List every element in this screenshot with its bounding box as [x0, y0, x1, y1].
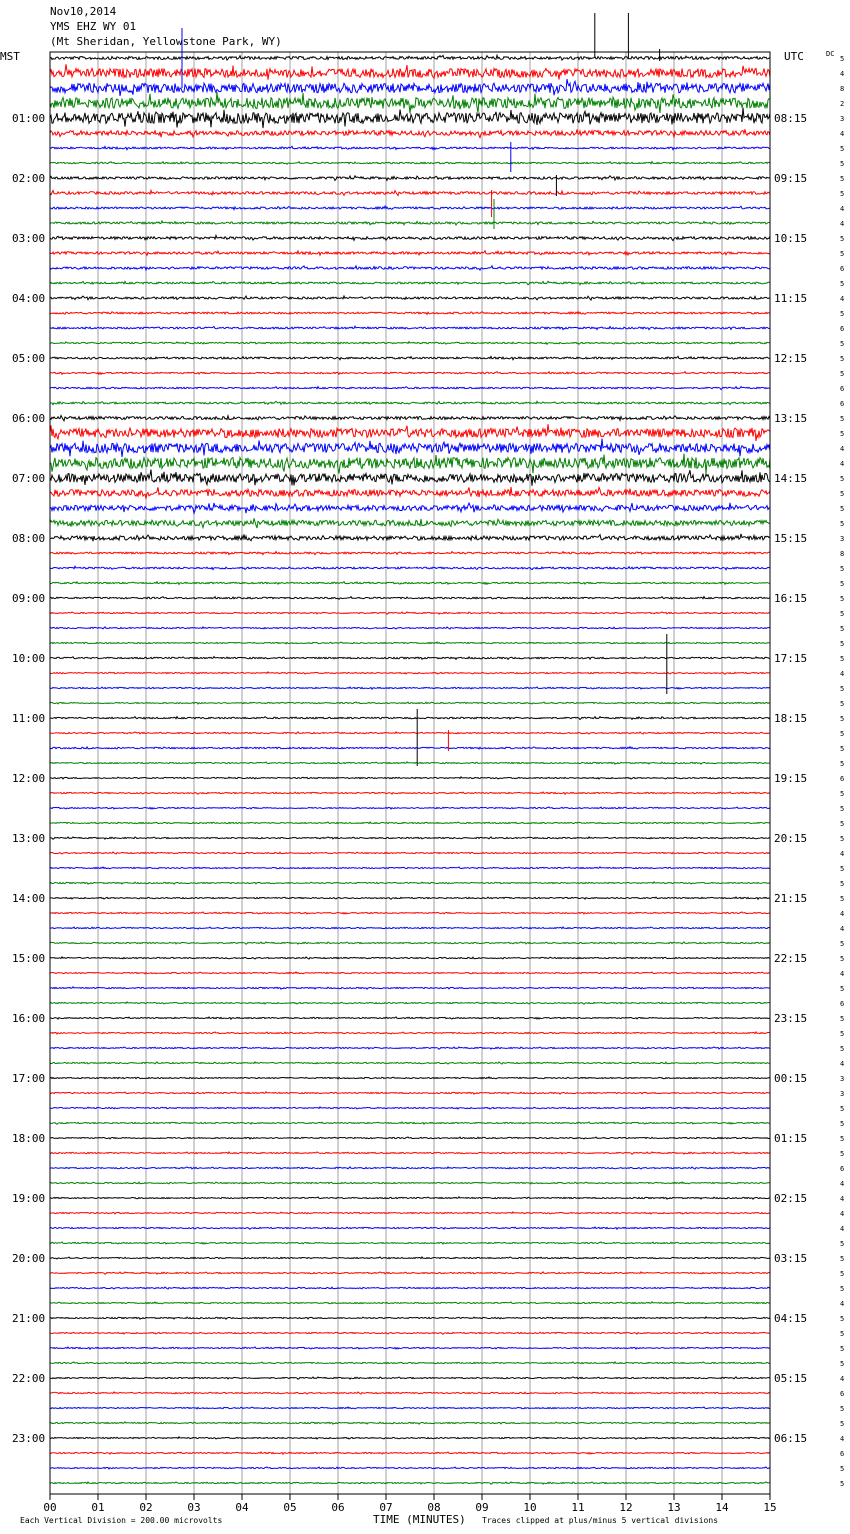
trace-row [50, 1362, 770, 1364]
trace-row [50, 837, 770, 839]
dc-offset-label: 5 [840, 430, 845, 438]
trace-row [50, 792, 770, 794]
mst-hour-label: 18:00 [12, 1132, 46, 1145]
utc-hour-label: 17:15 [774, 652, 808, 665]
dc-offset-label: 5 [840, 1045, 845, 1053]
trace-row [50, 129, 770, 137]
dc-offset-label: 5 [840, 1465, 845, 1473]
mst-hour-labels [12, 112, 45, 1445]
dc-offset-label: 5 [840, 1330, 845, 1338]
trace-row [50, 503, 770, 514]
dc-offset-label: 5 [840, 565, 845, 573]
trace-row [50, 612, 770, 614]
trace-row [50, 1377, 770, 1379]
dc-offset-label: 5 [840, 985, 845, 993]
trace-row [50, 1437, 770, 1439]
mst-hour-label: 19:00 [12, 1192, 46, 1205]
trace-row [50, 867, 770, 869]
mst-hour-label: 21:00 [12, 1312, 46, 1325]
mst-hour-label: 01:00 [12, 112, 46, 125]
utc-hour-label: 16:15 [774, 592, 808, 605]
trace-row [50, 221, 770, 225]
x-tick-label: 08 [427, 1501, 441, 1514]
vertical-division-note: Each Vertical Division = 200.00 microvolts [20, 1516, 223, 1525]
utc-hour-label: 12:15 [774, 352, 808, 365]
location-label: (Mt Sheridan, Yellowstone Park, WY) [50, 35, 282, 48]
utc-hour-label: 10:15 [774, 232, 808, 245]
dc-offset-label: 5 [840, 175, 845, 183]
utc-hour-label: 15:15 [774, 532, 808, 545]
trace-row [50, 251, 770, 256]
dc-offset-label: 2 [840, 100, 845, 108]
dc-offset-label: 5 [840, 505, 845, 513]
dc-offset-label: 5 [840, 355, 845, 363]
x-tick-label: 01 [91, 1501, 105, 1514]
dc-offset-label: 5 [840, 310, 845, 318]
mst-hour-label: 03:00 [12, 232, 46, 245]
trace-row [50, 657, 770, 660]
dc-offset-label: 8 [840, 550, 845, 558]
trace-row [50, 597, 770, 600]
dc-offset-label: 4 [840, 445, 845, 453]
trace-row [50, 1482, 770, 1484]
trace-row [50, 326, 770, 330]
trace-row [50, 1452, 770, 1454]
dc-offset-label: 6 [840, 1390, 845, 1398]
trace-row [50, 470, 770, 486]
utc-hour-label: 19:15 [774, 772, 808, 785]
trace-row [50, 672, 770, 674]
trace-row [50, 342, 770, 345]
dc-offset-label: 5 [840, 490, 845, 498]
dc-offset-label: 5 [840, 1360, 845, 1368]
dc-offset-label: 6 [840, 265, 845, 273]
trace-row [50, 439, 770, 457]
trace-row [50, 1032, 770, 1034]
dc-offset-label: 4 [840, 850, 845, 858]
dc-offset-label: 5 [840, 1405, 845, 1413]
dc-offset-label: 4 [840, 1180, 845, 1188]
mst-label: MST [0, 50, 20, 63]
trace-row [50, 387, 770, 390]
dc-offset-label: 5 [840, 700, 845, 708]
dc-offset-label: 3 [840, 1090, 845, 1098]
x-tick-label: 02 [139, 1501, 153, 1514]
dc-offset-label: 6 [840, 325, 845, 333]
dc-offset-label: 5 [840, 820, 845, 828]
x-axis-ticks [43, 1494, 776, 1514]
mst-hour-label: 12:00 [12, 772, 46, 785]
dc-offset-label: 4 [840, 970, 845, 978]
trace-row [50, 146, 770, 149]
trace-row [50, 266, 770, 270]
trace-row [50, 807, 770, 809]
dc-label: DC [826, 50, 835, 58]
dc-offset-label: 5 [840, 880, 845, 888]
dc-offset-label: 5 [840, 580, 845, 588]
dc-offset-label: 4 [840, 130, 845, 138]
dc-offset-label: 4 [840, 1300, 845, 1308]
dc-offset-label: 5 [840, 940, 845, 948]
dc-offset-label: 6 [840, 1000, 845, 1008]
trace-row [50, 1242, 770, 1244]
x-tick-label: 12 [619, 1501, 633, 1514]
trace-row [50, 1167, 770, 1169]
x-tick-label: 05 [283, 1501, 297, 1514]
x-tick-label: 07 [379, 1501, 393, 1514]
mst-hour-label: 05:00 [12, 352, 46, 365]
dc-offset-label: 5 [840, 1420, 845, 1428]
dc-offset-label: 5 [840, 730, 845, 738]
x-tick-label: 03 [187, 1501, 201, 1514]
trace-row [50, 777, 770, 779]
trace-row [50, 957, 770, 959]
trace-row [50, 582, 770, 585]
utc-hour-label: 04:15 [774, 1312, 808, 1325]
trace-row [50, 627, 770, 629]
trace-row [50, 1062, 770, 1064]
trace-row [50, 79, 770, 96]
mst-hour-label: 06:00 [12, 412, 46, 425]
dc-offset-label: 5 [840, 1270, 845, 1278]
trace-row [50, 642, 770, 644]
dc-offset-label: 5 [840, 280, 845, 288]
trace-row [50, 92, 770, 113]
mst-hour-label: 08:00 [12, 532, 46, 545]
dc-offset-label: 6 [840, 1165, 845, 1173]
trace-row [50, 897, 770, 899]
trace-row [50, 1407, 770, 1409]
dc-offset-label: 6 [840, 1450, 845, 1458]
seismic-traces [50, 55, 770, 1484]
utc-hour-label: 03:15 [774, 1252, 808, 1265]
dc-offset-label: 5 [840, 685, 845, 693]
event-spikes [182, 13, 667, 766]
trace-row [50, 55, 770, 60]
mst-hour-label: 23:00 [12, 1432, 46, 1445]
utc-hour-label: 00:15 [774, 1072, 808, 1085]
dc-offset-label: 5 [840, 1315, 845, 1323]
mst-hour-label: 16:00 [12, 1012, 46, 1025]
trace-row [50, 1182, 770, 1184]
trace-row [50, 296, 770, 300]
trace-row [50, 942, 770, 944]
utc-hour-label: 09:15 [774, 172, 808, 185]
trace-row [50, 1392, 770, 1394]
dc-offset-label: 3 [840, 535, 845, 543]
trace-row [50, 1302, 770, 1304]
trace-row [50, 882, 770, 884]
dc-offset-label: 4 [840, 910, 845, 918]
dc-offset-label: 4 [840, 1210, 845, 1218]
trace-row [50, 927, 770, 929]
dc-offset-label: 4 [840, 1225, 845, 1233]
dc-offset-label: 5 [840, 805, 845, 813]
dc-offset-label: 5 [840, 415, 845, 423]
trace-row [50, 1197, 770, 1199]
dc-offset-label: 5 [840, 1015, 845, 1023]
clipping-note: Traces clipped at plus/minus 5 vertical divisions [482, 1516, 719, 1525]
dc-offset-label: 4 [840, 460, 845, 468]
trace-row [50, 1212, 770, 1214]
mst-hour-label: 02:00 [12, 172, 46, 185]
x-tick-label: 04 [235, 1501, 249, 1514]
dc-offset-label: 5 [840, 655, 845, 663]
trace-row [50, 1107, 770, 1109]
trace-row [50, 1002, 770, 1004]
utc-hour-label: 05:15 [774, 1372, 808, 1385]
trace-row [50, 822, 770, 824]
dc-offset-label: 4 [840, 1060, 845, 1068]
dc-offset-label: 5 [840, 235, 845, 243]
dc-offset-label: 5 [840, 1105, 845, 1113]
dc-offset-label: 5 [840, 340, 845, 348]
mst-hour-label: 14:00 [12, 892, 46, 905]
trace-row [50, 972, 770, 974]
trace-row [50, 1017, 770, 1019]
utc-hour-label: 01:15 [774, 1132, 808, 1145]
utc-hour-label: 02:15 [774, 1192, 808, 1205]
trace-row [50, 687, 770, 689]
trace-row [50, 1467, 770, 1469]
trace-row [50, 518, 770, 528]
trace-row [50, 1287, 770, 1289]
dc-offset-label: 5 [840, 520, 845, 528]
utc-hour-label: 23:15 [774, 1012, 808, 1025]
trace-row [50, 454, 770, 474]
utc-hour-label: 20:15 [774, 832, 808, 845]
x-tick-label: 11 [571, 1501, 585, 1514]
utc-hour-label: 14:15 [774, 472, 808, 485]
utc-hour-label: 13:15 [774, 412, 808, 425]
mst-hour-label: 22:00 [12, 1372, 46, 1385]
x-axis-title: TIME (MINUTES) [373, 1513, 466, 1526]
dc-offset-label: 5 [840, 1120, 845, 1128]
mst-hour-label: 11:00 [12, 712, 46, 725]
dc-offset-label: 5 [840, 145, 845, 153]
utc-label: UTC [784, 50, 804, 63]
mst-hour-label: 13:00 [12, 832, 46, 845]
utc-hour-label: 18:15 [774, 712, 808, 725]
trace-row [50, 281, 770, 285]
dc-offset-label: 5 [840, 1240, 845, 1248]
trace-row [50, 1152, 770, 1154]
trace-row [50, 732, 770, 734]
trace-row [50, 1077, 770, 1079]
dc-offset-label: 5 [840, 1480, 845, 1488]
mst-hour-label: 04:00 [12, 292, 46, 305]
trace-row [50, 235, 770, 240]
dc-offset-label: 5 [840, 625, 845, 633]
x-tick-label: 13 [667, 1501, 681, 1514]
station-label: YMS EHZ WY 01 [50, 20, 137, 33]
utc-hour-label: 22:15 [774, 952, 808, 965]
trace-row [50, 1137, 770, 1139]
trace-row [50, 912, 770, 914]
trace-row [50, 717, 770, 720]
dc-offset-label: 6 [840, 385, 845, 393]
x-tick-label: 06 [331, 1501, 345, 1514]
dc-offset-label: 4 [840, 670, 845, 678]
dc-offset-label: 6 [840, 775, 845, 783]
dc-offset-labels [840, 55, 844, 1488]
trace-row [50, 747, 770, 749]
trace-row [50, 312, 770, 315]
dc-offset-label: 5 [840, 865, 845, 873]
trace-row [50, 64, 770, 79]
trace-row [50, 1047, 770, 1049]
dc-offset-label: 4 [840, 70, 845, 78]
dc-offset-label: 5 [840, 1345, 845, 1353]
trace-row [50, 206, 770, 209]
dc-offset-label: 5 [840, 55, 845, 63]
trace-row [50, 702, 770, 704]
trace-row [50, 762, 770, 764]
utc-hour-label: 06:15 [774, 1432, 808, 1445]
trace-row [50, 1347, 770, 1349]
mst-hour-label: 17:00 [12, 1072, 46, 1085]
dc-offset-label: 5 [840, 745, 845, 753]
trace-row [50, 987, 770, 989]
dc-offset-label: 5 [840, 715, 845, 723]
utc-hour-label: 21:15 [774, 892, 808, 905]
trace-row [50, 1227, 770, 1229]
trace-row [50, 356, 770, 359]
dc-offset-label: 4 [840, 1375, 845, 1383]
trace-row [50, 424, 770, 441]
dc-offset-label: 4 [840, 1195, 845, 1203]
dc-offset-label: 5 [840, 955, 845, 963]
mst-hour-label: 09:00 [12, 592, 46, 605]
dc-offset-label: 5 [840, 250, 845, 258]
trace-row [50, 1422, 770, 1424]
dc-offset-label: 5 [840, 370, 845, 378]
date-label: Nov10,2014 [50, 5, 117, 18]
dc-offset-label: 5 [840, 895, 845, 903]
trace-row [50, 1122, 770, 1124]
dc-offset-label: 5 [840, 760, 845, 768]
x-tick-label: 09 [475, 1501, 489, 1514]
dc-offset-label: 5 [840, 595, 845, 603]
mst-hour-label: 20:00 [12, 1252, 46, 1265]
dc-offset-label: 5 [840, 160, 845, 168]
trace-row [50, 552, 770, 555]
mst-hour-label: 15:00 [12, 952, 46, 965]
trace-row [50, 566, 770, 569]
trace-row [50, 416, 770, 421]
x-tick-label: 15 [763, 1501, 777, 1514]
dc-offset-label: 4 [840, 1435, 845, 1443]
dc-offset-label: 3 [840, 1075, 845, 1083]
trace-row [50, 1317, 770, 1319]
trace-row [50, 534, 770, 541]
utc-hour-label: 11:15 [774, 292, 808, 305]
dc-offset-label: 8 [840, 85, 845, 93]
trace-row [50, 190, 770, 195]
mst-hour-label: 07:00 [12, 472, 46, 485]
x-tick-label: 14 [715, 1501, 729, 1514]
dc-offset-label: 6 [840, 400, 845, 408]
dc-offset-label: 4 [840, 295, 845, 303]
dc-offset-label: 5 [840, 475, 845, 483]
x-tick-label: 00 [43, 1501, 57, 1514]
dc-offset-label: 5 [840, 640, 845, 648]
dc-offset-label: 5 [840, 1135, 845, 1143]
trace-row [50, 372, 770, 375]
dc-offset-label: 5 [840, 1150, 845, 1158]
dc-offset-label: 5 [840, 835, 845, 843]
trace-row [50, 852, 770, 854]
trace-row [50, 162, 770, 165]
trace-row [50, 1332, 770, 1334]
mst-hour-label: 10:00 [12, 652, 46, 665]
trace-row [50, 487, 770, 499]
trace-row [50, 1272, 770, 1274]
utc-hour-label: 08:15 [774, 112, 808, 125]
dc-offset-label: 5 [840, 610, 845, 618]
trace-row [50, 401, 770, 404]
dc-offset-label: 5 [840, 1255, 845, 1263]
dc-offset-label: 5 [840, 190, 845, 198]
dc-offset-label: 4 [840, 925, 845, 933]
x-tick-label: 10 [523, 1501, 537, 1514]
dc-offset-label: 5 [840, 1285, 845, 1293]
dc-offset-label: 4 [840, 205, 845, 213]
trace-row [50, 176, 770, 181]
trace-row [50, 1092, 770, 1094]
trace-row [50, 1257, 770, 1259]
dc-offset-label: 5 [840, 790, 845, 798]
dc-offset-label: 3 [840, 115, 845, 123]
dc-offset-label: 5 [840, 1030, 845, 1038]
dc-offset-label: 4 [840, 220, 845, 228]
utc-hour-labels [774, 112, 807, 1445]
